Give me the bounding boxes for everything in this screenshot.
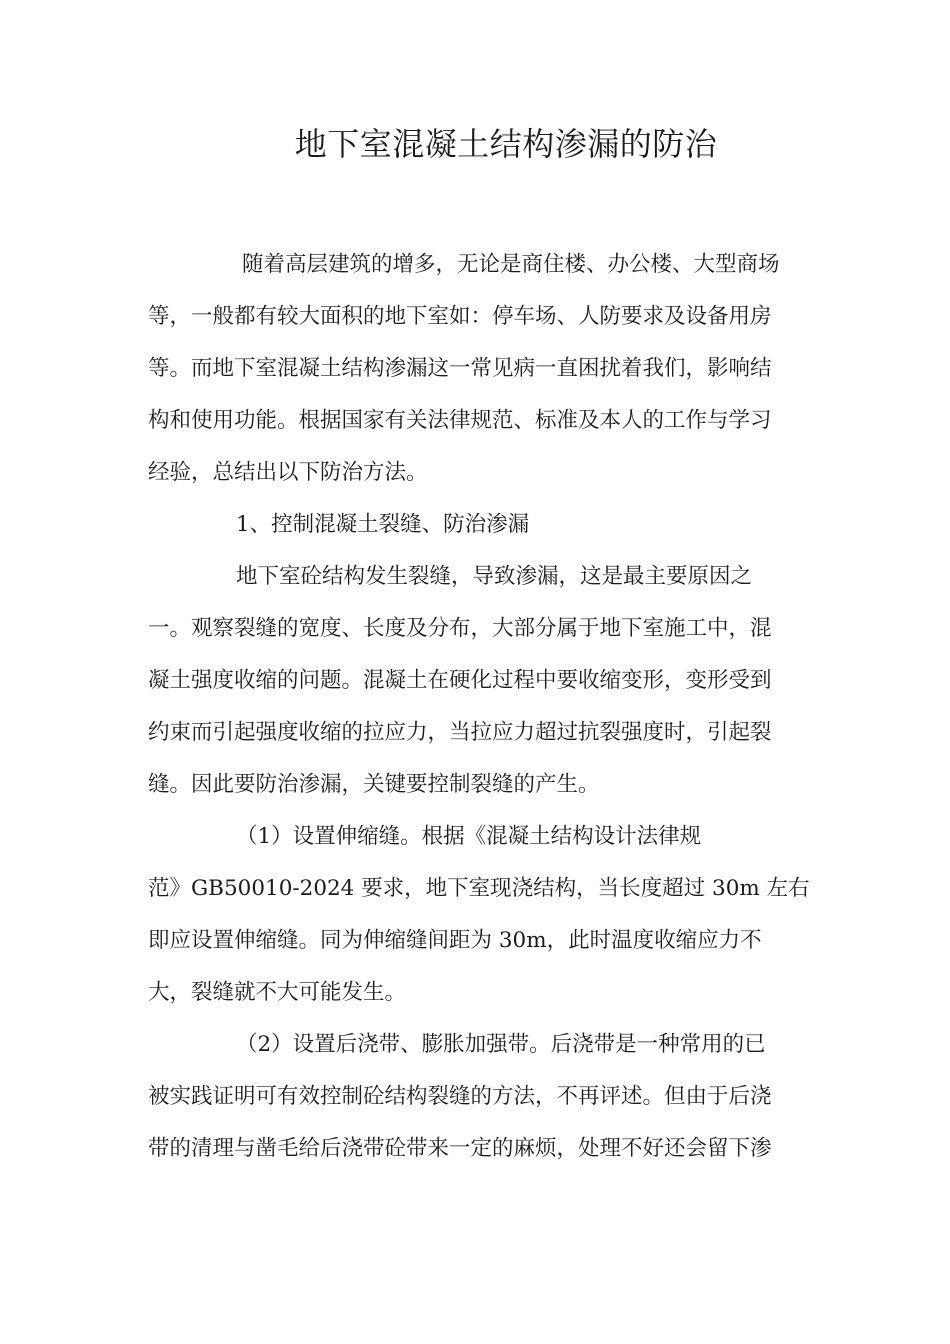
paragraph-line: 等。而地下室混凝土结构渗漏这一常见病一直困扰着我们，影响结 [148,356,772,381]
paragraph-line: 地下室砼结构发生裂缝，导致渗漏，这是最主要原因之 [236,564,753,589]
paragraph-line: 即应设置伸缩缝。同为伸缩缝间距为 30m，此时温度收缩应力不 [148,928,762,953]
paragraph-line: 约束而引起强度收缩的拉应力，当拉应力超过抗裂强度时，引起裂 [148,720,772,745]
paragraph-line: 等，一般都有较大面积的地下室如：停车场、人防要求及设备用房 [148,304,772,329]
section-heading: 1、控制混凝土裂缝、防治渗漏 [236,512,530,537]
document-title: 地下室混凝土结构渗漏的防治 [294,125,718,163]
paragraph-line: 经验，总结出以下防治方法。 [148,460,428,485]
paragraph-line: 缝。因此要防治渗漏，关键要控制裂缝的产生。 [148,772,600,797]
paragraph-line: （2）设置后浇带、膨胀加强带。后浇带是一种常用的已 [236,1032,766,1057]
paragraph-line: 带的清理与凿毛给后浇带砼带来一定的麻烦，处理不好还会留下渗 [148,1136,772,1161]
document-body [148,239,808,1175]
paragraph-line: 被实践证明可有效控制砼结构裂缝的方法，不再评述。但由于后浇 [148,1084,772,1109]
paragraph-line: 凝土强度收缩的问题。混凝土在硬化过程中要收缩变形，变形受到 [148,668,772,693]
paragraph-line: 随着高层建筑的增多，无论是商住楼、办公楼、大型商场 [242,252,780,277]
paragraph-line: 范》GB50010-2024 要求，地下室现浇结构，当长度超过 30m 左右 [148,876,810,901]
paragraph-line: （1）设置伸缩缝。根据《混凝土结构设计法律规 [236,824,702,849]
paragraph-line: 大，裂缝就不大可能发生。 [148,980,407,1005]
paragraph-line: 构和使用功能。根据国家有关法律规范、标准及本人的工作与学习 [148,408,772,433]
paragraph-line: 一。观察裂缝的宽度、长度及分布，大部分属于地下室施工中，混 [148,616,772,641]
